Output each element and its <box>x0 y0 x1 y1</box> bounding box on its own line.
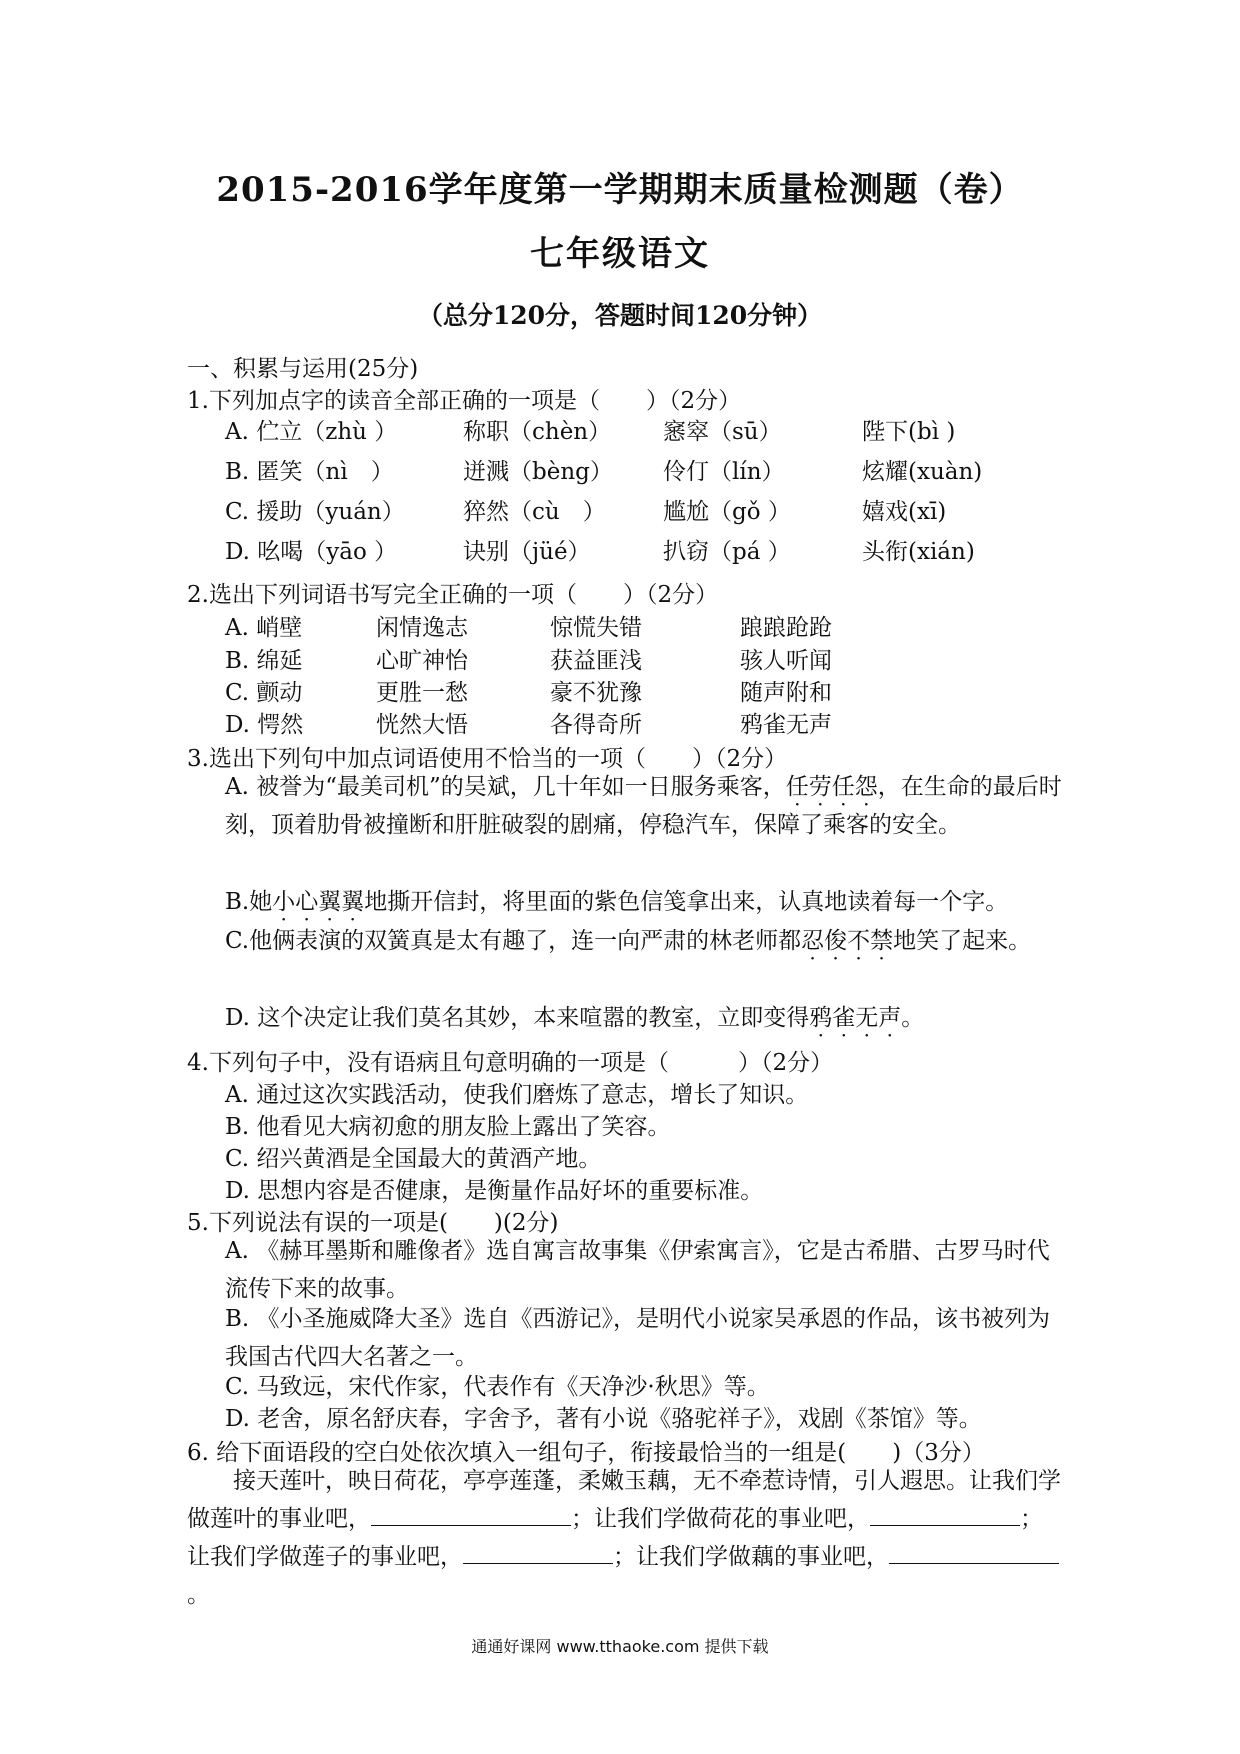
q1-c-1: C. 援助（yuán） <box>225 499 405 525</box>
q1-c-4: 嬉戏(xī) <box>862 499 947 525</box>
q6-passage <box>187 1462 1065 1614</box>
exam-info: （总分120分，答题时间120分钟） <box>417 301 823 330</box>
q1-c-3: 尴尬（gǒ ） <box>663 499 791 525</box>
q3-c-text-2: 地笑了起来。 <box>893 928 1032 954</box>
q3-option-c <box>225 922 1065 960</box>
q2-b-1: B. 绵延 <box>225 648 303 674</box>
q2-a-2: 闲情逸志 <box>376 615 468 641</box>
q3-c-marked-word: 忍俊不禁 <box>801 928 894 954</box>
q1-a-1: A. 伫立（zhù ） <box>225 419 398 445</box>
question-4-stem: 4.下列句子中，没有语病且句意明确的一项是（ ）（2分） <box>187 1050 834 1076</box>
q2-d-4: 鸦雀无声 <box>740 712 832 738</box>
question-6-stem: 6. 给下面语段的空白处依次填入一组句子，衔接最恰当的一组是( )（3分） <box>187 1440 985 1466</box>
q6-blank-1[interactable] <box>371 1503 571 1526</box>
q1-b-3: 伶仃（lín） <box>663 459 785 485</box>
q2-d-2: 恍然大悟 <box>376 712 468 738</box>
q4-option-b: B. 他看见大病初愈的朋友脸上露出了笑容。 <box>225 1114 671 1140</box>
question-5-stem: 5.下列说法有误的一项是( )(2分) <box>187 1210 559 1236</box>
q3-d-marked-word: 鸦雀无声 <box>809 1005 902 1031</box>
q3-c-text-1: C.他俩表演的双簧真是太有趣了，连一向严肃的林老师都 <box>225 928 802 954</box>
q3-a-marked-word: 任劳任怨 <box>785 774 878 800</box>
question-3-stem: 3.选出下列句中加点词语使用不恰当的一项（ ）（2分） <box>187 746 788 772</box>
q6-text-5: 。 <box>187 1582 210 1608</box>
q2-a-3: 惊慌失错 <box>550 615 642 641</box>
q3-b-text-1: B.她 <box>225 889 273 915</box>
exam-title: 2015-2016学年度第一学期期末质量检测题（卷） <box>216 170 1024 210</box>
q6-text-3: ；让我们学做莲子的事业吧， <box>187 1506 1043 1570</box>
q6-text-4: ；让我们学做藕的事业吧， <box>613 1544 889 1570</box>
question-1-stem: 1.下列加点字的读音全部正确的一项是（ ）（2分） <box>187 388 742 414</box>
q2-b-3: 获益匪浅 <box>550 648 642 674</box>
q2-c-4: 随声附和 <box>740 680 832 706</box>
q2-a-4: 踉踉跄跄 <box>740 615 832 641</box>
q6-blank-2[interactable] <box>870 1503 1020 1526</box>
exam-subtitle: 七年级语文 <box>530 234 710 274</box>
q1-b-4: 炫耀(xuàn) <box>862 459 983 485</box>
q3-b-marked-word: 小心翼翼 <box>272 889 365 915</box>
q5-option-a: A. 《赫耳墨斯和雕像者》选自寓言故事集《伊索寓言》，它是古希腊、古罗马时代流传下来的故事。 <box>225 1238 1050 1302</box>
section-heading: 一、积累与运用(25分) <box>187 356 419 382</box>
q1-b-1: B. 匿笑（nì ） <box>225 459 394 485</box>
q4-option-c: C. 绍兴黄酒是全国最大的黄酒产地。 <box>225 1146 602 1172</box>
q5-option-c: C. 马致远，宋代作家，代表作有《天净沙·秋思》等。 <box>225 1374 770 1400</box>
q5-option-b: B. 《小圣施威降大圣》选自《西游记》，是明代小说家吴承恩的作品，该书被列为我国古代四大名著之一。 <box>225 1306 1051 1370</box>
q3-d-text-2: 。 <box>901 1005 925 1031</box>
q2-b-2: 心旷神怡 <box>376 648 468 674</box>
q1-d-3: 扒窃（pá ） <box>663 539 791 565</box>
q2-d-3: 各得奇所 <box>550 712 642 738</box>
q3-a-text-2: ，在生命的最后时刻，顶着肋骨被撞断和肝脏破裂的剧痛，停稳汽车，保障了乘客的安全。 <box>225 774 1062 838</box>
q3-option-b <box>225 883 1065 921</box>
q6-blank-4[interactable] <box>889 1541 1059 1564</box>
q3-option-a <box>225 768 1065 844</box>
q1-d-4: 头衔(xián) <box>862 539 975 565</box>
question-2-stem: 2.选出下列词语书写完全正确的一项（ ）（2分） <box>187 582 719 608</box>
page-footer: 通通好课网 www.tthaoke.com 提供下载 <box>471 1637 769 1656</box>
q2-d-1: D. 愕然 <box>225 712 304 738</box>
q6-blank-3[interactable] <box>463 1541 613 1564</box>
q2-a-1: A. 峭壁 <box>225 615 303 641</box>
q2-c-2: 更胜一愁 <box>376 680 468 706</box>
q1-c-2: 猝然（cù ） <box>463 499 606 525</box>
q2-c-3: 豪不犹豫 <box>550 680 642 706</box>
q2-b-4: 骇人听闻 <box>740 648 832 674</box>
q1-b-2: 迸溅（bèng） <box>463 459 613 485</box>
q4-option-a: A. 通过这次实践活动，使我们磨炼了意志，增长了知识。 <box>225 1082 809 1108</box>
q1-d-2: 诀别（jüé） <box>463 539 591 565</box>
q5-option-d: D. 老舍，原名舒庆春，字舍予，著有小说《骆驼祥子》，戏剧《茶馆》等。 <box>225 1406 982 1432</box>
q1-d-1: D. 吆喝（yāo ） <box>225 539 398 565</box>
q1-a-3: 窸窣（sū） <box>663 419 782 445</box>
q1-a-2: 称职（chèn） <box>463 419 612 445</box>
q2-c-1: C. 颤动 <box>225 680 303 706</box>
q3-b-text-2: 地撕开信封，将里面的紫色信笺拿出来，认真地读着每一个字。 <box>364 889 1009 915</box>
q6-text-1: 接天莲叶，映日荷花，亭亭莲蓬，柔嫩玉藕，无不牵惹诗情，引人遐思。让我们学做莲叶的事业吧， <box>187 1468 1061 1532</box>
q6-text-2: ；让我们学做荷花的事业吧， <box>571 1506 870 1532</box>
q3-option-d <box>225 999 1065 1037</box>
q3-d-text-1: D. 这个决定让我们莫名其妙，本来喧嚣的教室，立即变得 <box>225 1005 810 1031</box>
q3-a-text-1: A. 被誉为“最美司机”的吴斌，几十年如一日服务乘客， <box>225 774 786 800</box>
q1-a-4: 陛下(bì ) <box>862 419 956 445</box>
q4-option-d: D. 思想内容是否健康，是衡量作品好坏的重要标准。 <box>225 1178 764 1204</box>
